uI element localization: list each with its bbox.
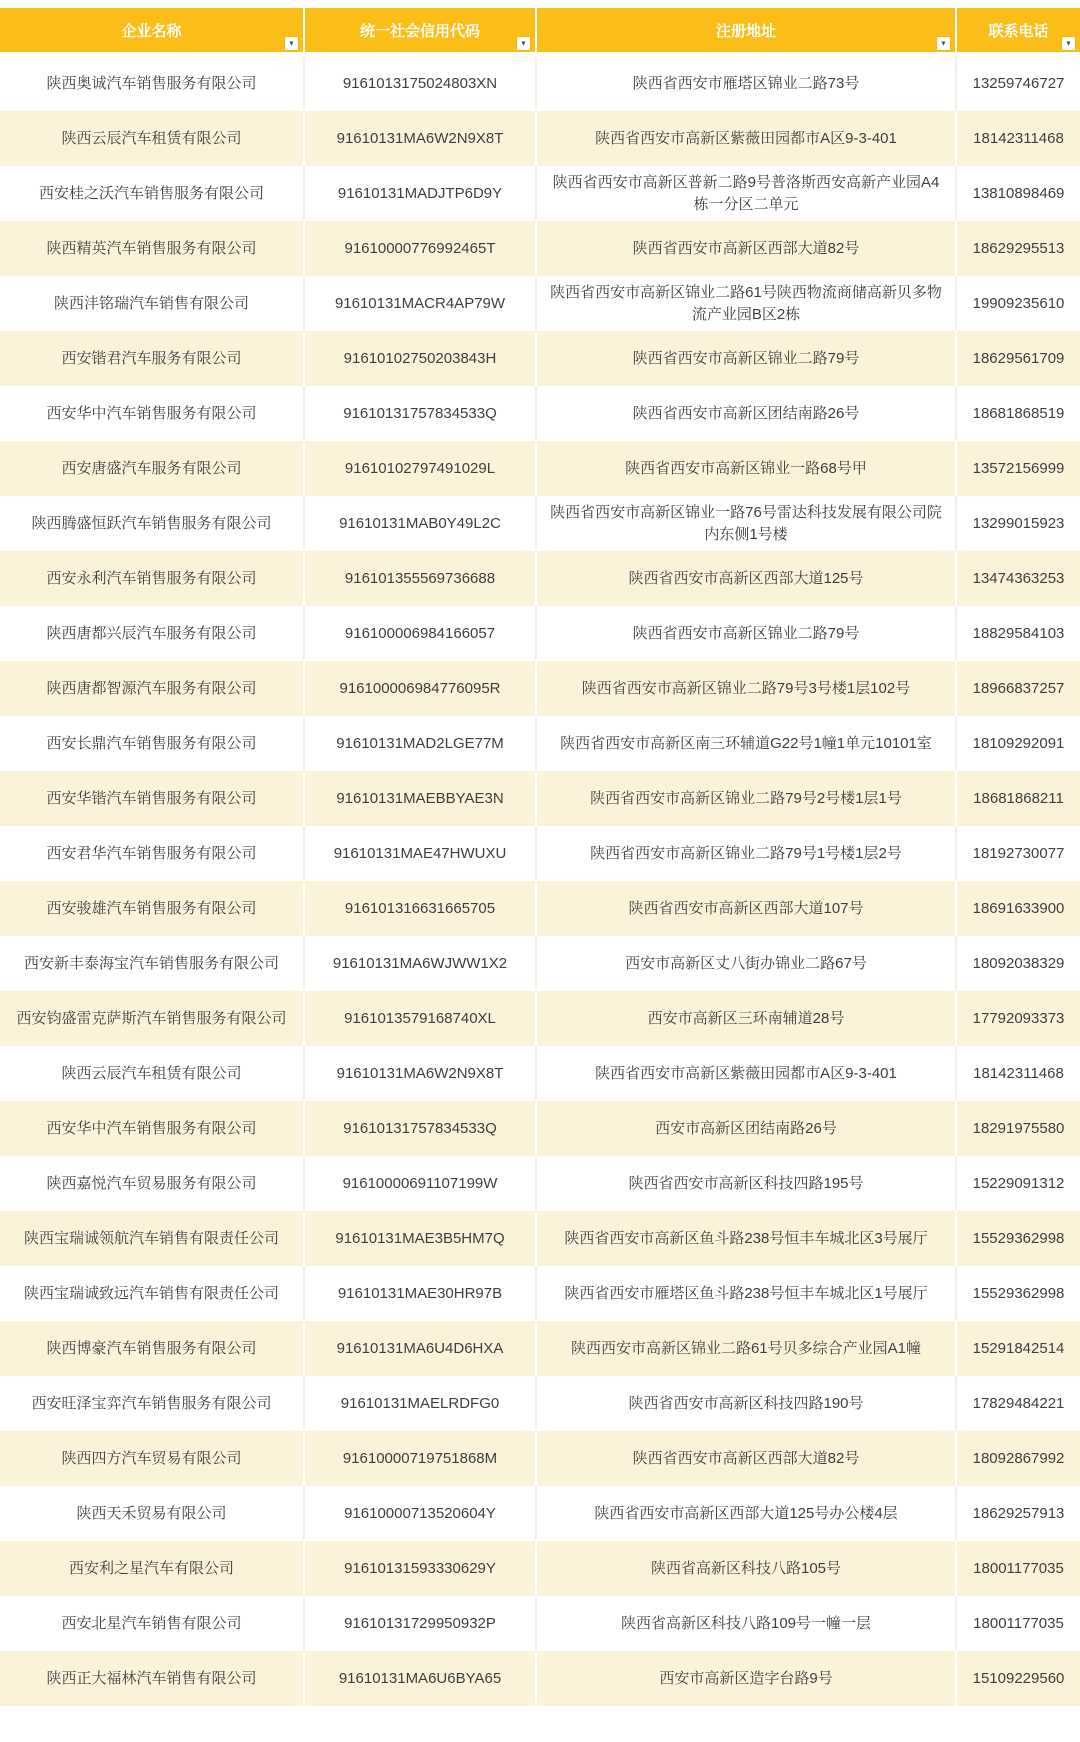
credit-code-cell: 91610000691107199W [305, 1156, 537, 1211]
address-cell: 陕西省西安市高新区团结南路26号 [537, 386, 957, 441]
phone-cell: 15291842514 [957, 1321, 1080, 1376]
phone-cell: 18142311468 [957, 1046, 1080, 1101]
address-cell: 陕西省西安市高新区科技四路195号 [537, 1156, 957, 1211]
filter-dropdown-button[interactable] [937, 37, 950, 50]
table-row [0, 1651, 1080, 1706]
phone-cell: 13810898469 [957, 166, 1080, 221]
credit-code-cell: 91610131757834533Q [305, 386, 537, 441]
table-row [0, 1101, 1080, 1156]
address-cell: 陕西省西安市高新区鱼斗路238号恒丰车城北区3号展厅 [537, 1211, 957, 1266]
table-row [0, 1431, 1080, 1486]
phone-cell: 17792093373 [957, 991, 1080, 1046]
phone-cell: 19909235610 [957, 276, 1080, 331]
phone-cell: 18629561709 [957, 331, 1080, 386]
table-row [0, 1156, 1080, 1211]
company-name-cell: 西安长鼎汽车销售服务有限公司 [0, 716, 305, 771]
credit-code-cell: 91610000776992465T [305, 221, 537, 276]
column-header-credit-code [305, 8, 537, 56]
phone-cell: 18629295513 [957, 221, 1080, 276]
company-name-cell: 陕西嘉悦汽车贸易服务有限公司 [0, 1156, 305, 1211]
company-name-cell: 陕西四方汽车贸易有限公司 [0, 1431, 305, 1486]
column-header-phone [957, 8, 1080, 56]
credit-code-cell: 91610131MA6U4D6HXA [305, 1321, 537, 1376]
header-row [0, 8, 1080, 56]
credit-code-cell: 91610131MADJTP6D9Y [305, 166, 537, 221]
company-name-cell: 西安骏雄汽车销售服务有限公司 [0, 881, 305, 936]
credit-code-cell: 91610131MAD2LGE77M [305, 716, 537, 771]
address-cell: 陕西省西安市高新区锦业二路79号1号楼1层2号 [537, 826, 957, 881]
table-row [0, 881, 1080, 936]
company-name-cell: 陕西唐都兴辰汽车服务有限公司 [0, 606, 305, 661]
table-row [0, 221, 1080, 276]
company-name-cell: 西安钧盛雷克萨斯汽车销售服务有限公司 [0, 991, 305, 1046]
filter-dropdown-button[interactable] [1062, 37, 1075, 50]
phone-cell: 18829584103 [957, 606, 1080, 661]
phone-cell: 15529362998 [957, 1211, 1080, 1266]
company-name-cell: 陕西沣铭瑞汽车销售有限公司 [0, 276, 305, 331]
address-cell: 陕西省高新区科技八路109号一幢一层 [537, 1596, 957, 1651]
phone-cell: 18109292091 [957, 716, 1080, 771]
credit-code-cell: 91610131MAE47HWUXU [305, 826, 537, 881]
phone-cell: 15109229560 [957, 1651, 1080, 1706]
address-cell: 陕西省西安市高新区锦业一路76号雷达科技发展有限公司院内东侧1号楼 [537, 496, 957, 551]
address-cell: 陕西省西安市高新区西部大道82号 [537, 221, 957, 276]
column-header-label: 联系电话 [988, 22, 1049, 40]
address-cell: 陕西省西安市高新区锦业二路79号 [537, 606, 957, 661]
company-name-cell: 陕西宝瑞诚致远汽车销售有限责任公司 [0, 1266, 305, 1321]
table-row [0, 1266, 1080, 1321]
table-row [0, 771, 1080, 826]
phone-cell: 13299015923 [957, 496, 1080, 551]
address-cell: 陕西省西安市高新区锦业二路79号2号楼1层1号 [537, 771, 957, 826]
address-cell: 西安市高新区三环南辅道28号 [537, 991, 957, 1046]
phone-cell: 13572156999 [957, 441, 1080, 496]
company-name-cell: 陕西奥诚汽车销售服务有限公司 [0, 56, 305, 111]
filter-dropdown-icon: ▼ [520, 40, 527, 48]
company-name-cell: 陕西精英汽车销售服务有限公司 [0, 221, 305, 276]
table-row [0, 936, 1080, 991]
company-name-cell: 西安君华汽车销售服务有限公司 [0, 826, 305, 881]
table-row [0, 331, 1080, 386]
company-name-cell: 西安北星汽车销售有限公司 [0, 1596, 305, 1651]
credit-code-cell: 91610131729950932P [305, 1596, 537, 1651]
filter-dropdown-button[interactable] [517, 37, 530, 50]
address-cell: 陕西省西安市高新区西部大道82号 [537, 1431, 957, 1486]
table-row [0, 276, 1080, 331]
table-row [0, 661, 1080, 716]
address-cell: 西安市高新区团结南路26号 [537, 1101, 957, 1156]
company-name-cell: 陕西天禾贸易有限公司 [0, 1486, 305, 1541]
table-row [0, 1541, 1080, 1596]
credit-code-cell: 9161013579168740XL [305, 991, 537, 1046]
address-cell: 陕西西安市高新区锦业二路61号贝多综合产业园A1幢 [537, 1321, 957, 1376]
table-row [0, 496, 1080, 551]
phone-cell: 18192730077 [957, 826, 1080, 881]
company-name-cell: 西安旺泽宝弈汽车销售服务有限公司 [0, 1376, 305, 1431]
credit-code-cell: 916101355569736688 [305, 551, 537, 606]
table-row [0, 1596, 1080, 1651]
address-cell: 陕西省西安市雁塔区鱼斗路238号恒丰车城北区1号展厅 [537, 1266, 957, 1321]
company-name-cell: 陕西博豪汽车销售服务有限公司 [0, 1321, 305, 1376]
phone-cell: 18092867992 [957, 1431, 1080, 1486]
address-cell: 陕西省西安市高新区紫薇田园都市A区9-3-401 [537, 111, 957, 166]
company-name-cell: 陕西宝瑞诚领航汽车销售有限责任公司 [0, 1211, 305, 1266]
phone-cell: 18681868519 [957, 386, 1080, 441]
address-cell: 陕西省西安市高新区科技四路190号 [537, 1376, 957, 1431]
company-name-cell: 西安利之星汽车有限公司 [0, 1541, 305, 1596]
company-name-cell: 西安华中汽车销售服务有限公司 [0, 386, 305, 441]
company-name-cell: 西安新丰泰海宝汽车销售服务有限公司 [0, 936, 305, 991]
address-cell: 西安市高新区造字台路9号 [537, 1651, 957, 1706]
phone-cell: 15229091312 [957, 1156, 1080, 1211]
address-cell: 西安市高新区丈八街办锦业二路67号 [537, 936, 957, 991]
column-header-address [537, 8, 957, 56]
phone-cell: 18092038329 [957, 936, 1080, 991]
address-cell: 陕西省西安市高新区锦业一路68号甲 [537, 441, 957, 496]
company-name-cell: 陕西正大福林汽车销售有限公司 [0, 1651, 305, 1706]
company-name-cell: 陕西云辰汽车租赁有限公司 [0, 1046, 305, 1101]
table-row [0, 1321, 1080, 1376]
credit-code-cell: 916101316631665705 [305, 881, 537, 936]
phone-cell: 18291975580 [957, 1101, 1080, 1156]
phone-cell: 18966837257 [957, 661, 1080, 716]
address-cell: 陕西省西安市高新区西部大道125号 [537, 551, 957, 606]
table-row [0, 716, 1080, 771]
company-name-cell: 西安永利汽车销售服务有限公司 [0, 551, 305, 606]
table-row [0, 826, 1080, 881]
credit-code-cell: 91610131MAE30HR97B [305, 1266, 537, 1321]
table-row [0, 166, 1080, 221]
credit-code-cell: 91610131MA6W2N9X8T [305, 1046, 537, 1101]
credit-code-cell: 91610131MA6U6BYA65 [305, 1651, 537, 1706]
table-row [0, 1046, 1080, 1101]
table-row [0, 386, 1080, 441]
phone-cell: 18691633900 [957, 881, 1080, 936]
company-name-cell: 西安华锴汽车销售服务有限公司 [0, 771, 305, 826]
phone-cell: 18142311468 [957, 111, 1080, 166]
phone-cell: 18681868211 [957, 771, 1080, 826]
phone-cell: 18629257913 [957, 1486, 1080, 1541]
company-name-cell: 陕西云辰汽车租赁有限公司 [0, 111, 305, 166]
table-row [0, 1211, 1080, 1266]
address-cell: 陕西省西安市高新区西部大道107号 [537, 881, 957, 936]
credit-code-cell: 91610000719751868M [305, 1431, 537, 1486]
address-cell: 陕西省西安市高新区锦业二路79号3号楼1层102号 [537, 661, 957, 716]
credit-code-cell: 91610102797491029L [305, 441, 537, 496]
table-row [0, 56, 1080, 111]
credit-code-cell: 91610131MAEBBYAE3N [305, 771, 537, 826]
column-header-label: 注册地址 [715, 22, 776, 40]
phone-cell: 15529362998 [957, 1266, 1080, 1321]
credit-code-cell: 91610131MAELRDFG0 [305, 1376, 537, 1431]
credit-code-cell: 91610131MACR4AP79W [305, 276, 537, 331]
filter-dropdown-icon: ▼ [1065, 40, 1072, 48]
company-name-cell: 西安桂之沃汽车销售服务有限公司 [0, 166, 305, 221]
phone-cell: 18001177035 [957, 1541, 1080, 1596]
address-cell: 陕西省西安市高新区南三环辅道G22号1幢1单元10101室 [537, 716, 957, 771]
company-name-cell: 西安锴君汽车服务有限公司 [0, 331, 305, 386]
table-body [0, 56, 1080, 1706]
address-cell: 陕西省西安市雁塔区锦业二路73号 [537, 56, 957, 111]
address-cell: 陕西省西安市高新区锦业二路79号 [537, 331, 957, 386]
credit-code-cell: 91610102750203843H [305, 331, 537, 386]
address-cell: 陕西省高新区科技八路105号 [537, 1541, 957, 1596]
credit-code-cell: 91610000713520604Y [305, 1486, 537, 1541]
address-cell: 陕西省西安市高新区西部大道125号办公楼4层 [537, 1486, 957, 1541]
phone-cell: 18001177035 [957, 1596, 1080, 1651]
table-row [0, 991, 1080, 1046]
company-name-cell: 陕西唐都智源汽车服务有限公司 [0, 661, 305, 716]
credit-code-cell: 91610131MA6W2N9X8T [305, 111, 537, 166]
table-row [0, 441, 1080, 496]
column-header-label: 企业名称 [121, 22, 182, 40]
filter-dropdown-icon: ▼ [940, 40, 947, 48]
credit-code-cell: 916100006984776095R [305, 661, 537, 716]
credit-code-cell: 91610131MAE3B5HM7Q [305, 1211, 537, 1266]
credit-code-cell: 91610131757834533Q [305, 1101, 537, 1156]
company-table [0, 8, 1080, 1706]
company-name-cell: 陕西腾盛恒跃汽车销售服务有限公司 [0, 496, 305, 551]
phone-cell: 13474363253 [957, 551, 1080, 606]
credit-code-cell: 91610131593330629Y [305, 1541, 537, 1596]
company-name-cell: 西安唐盛汽车服务有限公司 [0, 441, 305, 496]
address-cell: 陕西省西安市高新区普新二路9号普洛斯西安高新产业园A4栋一分区二单元 [537, 166, 957, 221]
address-cell: 陕西省西安市高新区锦业二路61号陕西物流商储高新贝多物流产业园B区2栋 [537, 276, 957, 331]
table-row [0, 111, 1080, 166]
credit-code-cell: 916100006984166057 [305, 606, 537, 661]
credit-code-cell: 91610131MA6WJWW1X2 [305, 936, 537, 991]
address-cell: 陕西省西安市高新区紫薇田园都市A区9-3-401 [537, 1046, 957, 1101]
table-row [0, 551, 1080, 606]
credit-code-cell: 9161013175024803XN [305, 56, 537, 111]
table-row [0, 1486, 1080, 1541]
column-header-label: 统一社会信用代码 [359, 22, 480, 40]
table-row [0, 606, 1080, 661]
column-header-company-name [0, 8, 305, 56]
filter-dropdown-button[interactable] [285, 37, 298, 50]
phone-cell: 17829484221 [957, 1376, 1080, 1431]
credit-code-cell: 91610131MAB0Y49L2C [305, 496, 537, 551]
phone-cell: 13259746727 [957, 56, 1080, 111]
table-row [0, 1376, 1080, 1431]
company-name-cell: 西安华中汽车销售服务有限公司 [0, 1101, 305, 1156]
filter-dropdown-icon: ▼ [288, 40, 295, 48]
